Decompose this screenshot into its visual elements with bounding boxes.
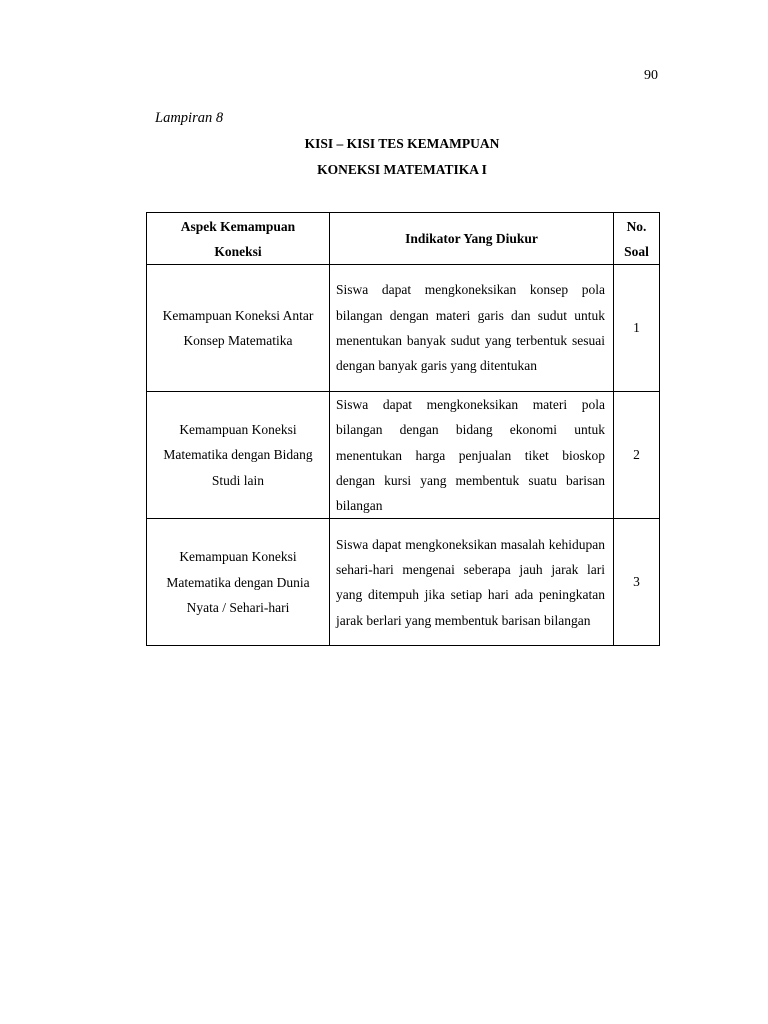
cell-number: 2 bbox=[614, 392, 660, 519]
header-number: No. Soal bbox=[614, 213, 660, 265]
table-row bbox=[147, 519, 660, 646]
cell-aspect: Kemampuan Koneksi Antar Konsep Matematika bbox=[147, 265, 330, 392]
cell-indicator: Siswa dapat mengkoneksikan masalah kehidupan sehari-hari mengenai seberapa jauh jarak lari yang ditempuh jika setiap hari ada peningkatan jarak berlari yang membentuk barisan bilangan bbox=[330, 519, 614, 646]
cell-number: 3 bbox=[614, 519, 660, 646]
header-indicator: Indikator Yang Diukur bbox=[330, 213, 614, 265]
grid-table bbox=[146, 212, 660, 646]
table-row bbox=[147, 392, 660, 519]
table-row bbox=[147, 265, 660, 392]
cell-aspect: Kemampuan Koneksi Matematika dengan Dunia Nyata / Sehari-hari bbox=[147, 519, 330, 646]
cell-indicator: Siswa dapat mengkoneksikan materi pola bilangan dengan bidang ekonomi untuk menentukan harga penjualan tiket bioskop dengan kursi yang membentuk suatu barisan bilangan bbox=[330, 392, 614, 519]
appendix-label: Lampiran 8 bbox=[155, 110, 224, 126]
page-number: 90 bbox=[644, 68, 658, 83]
document-title-line-1: KISI – KISI TES KEMAMPUAN bbox=[304, 136, 500, 151]
header-aspect: Aspek Kemampuan Koneksi bbox=[147, 213, 330, 265]
table-header-row bbox=[147, 213, 660, 265]
cell-number: 1 bbox=[614, 265, 660, 392]
cell-indicator: Siswa dapat mengkoneksikan konsep pola bilangan dengan materi garis dan sudut untuk menentukan banyak sudut yang terbentuk sesuai dengan banyak garis yang ditentukan bbox=[330, 265, 614, 392]
document-title-line-2: KONEKSI MATEMATIKA I bbox=[317, 162, 487, 177]
cell-aspect: Kemampuan Koneksi Matematika dengan Bidang Studi lain bbox=[147, 392, 330, 519]
